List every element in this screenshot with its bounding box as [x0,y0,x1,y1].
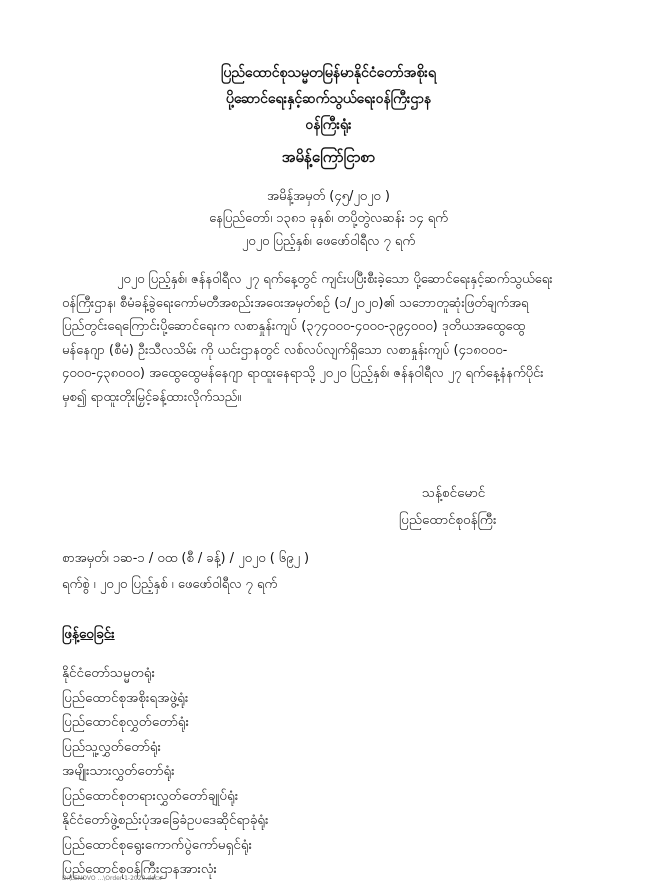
body-line: ဝန်ကြီးဌာန၊ စီမံခန့်ခွဲရေးကော်မတီအစည်းအဝေးအမှတ်စဉ် (၁/၂၀၂၀)၏ သဘောတူဆုံးဖြတ်ချက်အရ [62,295,529,311]
body-line: မှစ၍ ရာထူးတိုးမြှင့်ခန့်ထားလိုက်သည်။ [62,389,242,405]
order-body [62,268,610,409]
signatory-name: သန့်စင်မောင် [422,485,486,501]
order-number: အမိန့်အမှတ် (၄၅/၂၀၂၀ ) [267,189,390,204]
signatory-position: ပြည်ထောင်စုဝန်ကြီး [399,512,497,528]
body-line: ပြည်တွင်းရေကြောင်းပို့ဆောင်ရေးက လစာနှုန်းကျပ် (၃၇၄၀၀၀-၄၀၀၀-၃၉၄၀၀၀) ဒုတိယအထွေထွေ [62,319,526,334]
distribution-list [62,661,269,882]
body-line: ၂၀၂၀ ပြည့်နှစ်၊ ဇန်နဝါရီလ ၂၇ ရက်နေ့တွင် ကျင်းပပြီးစီးခဲ့သော ပို့ဆောင်ရေးနှင့်ဆက်သွယ်ရေး [117,272,553,287]
order-gregorian-date: ၂၀၂၀ ပြည့်နှစ်၊ ဖေဖော်ဝါရီလ ၇ ရက် [241,234,416,249]
file-path-footer: D:\LENOVO ...\Order-1-2020.docx [62,875,162,882]
list-item: ပြည်ထောင်စုရွေးကောက်ပွဲကော်မရှင်ရုံး [62,836,253,853]
document-title: အမိန့်ကြော်ငြာစာ [281,148,376,166]
header-ministry: ပို့ဆောင်ရေးနှင့်ဆက်သွယ်ရေးဝန်ကြီးဌာန [225,91,432,107]
list-item: ပြည်ထောင်စုဝန်ကြီးဌာနအားလုံး [62,861,217,877]
body-line: ၄၀၀၀-၄၃၈၀၀၀) အထွေထွေမန်နေဂျာ ရာထူးနေရာသို့ ၂၀၂၀ ပြည့်နှစ်၊ ဇန်နဝါရီလ ၂၇ ရက်နေ့နံနက်ပိုင်း [62,366,544,381]
distribution-heading: ဖြန့်ဝေခြင်း [62,626,115,642]
list-item: ပြည်သူ့လွှတ်တော်ရုံး [62,738,162,755]
body-line: မန်နေဂျာ (စီမံ) ဦးသီလသိမ်း ကို ယင်းဌာနတွင် လစ်လပ်လျက်ရှိသော လစာနှုန်းကျပ် (၄၁၈၀၀၀- [62,342,508,358]
list-item: ပြည်ထောင်စုလွှတ်တော်ရုံး [62,714,190,730]
header-office: ဝန်ကြီးရုံး [305,117,352,133]
list-item: အမျိုးသားလွှတ်တော်ရုံး [62,763,175,779]
list-item: ပြည်ထောင်စုတရားလွှတ်တော်ချုပ်ရုံး [62,787,239,804]
letter-number: စာအမှတ်၊ ၁ဆ-၁ / ဝထ (စီ / ခန့်) / ၂၀၂၀ ( ၆၉၂ ) [62,551,310,566]
list-item: နိုင်ငံတော်သမ္မတရုံး [62,665,156,681]
letter-date: ရက်စွဲ ၊ ၂၀၂၀ ပြည့်နှစ် ၊ ဖေဖော်ဝါရီလ ၇ ရက် [62,577,278,592]
list-item: ပြည်ထောင်စုအစိုးရအဖွဲ့ရုံး [62,689,189,706]
list-item: နိုင်ငံတော်ဖွဲ့စည်းပုံအခြေခံဥပဒေဆိုင်ရာခုံရုံး [62,812,269,828]
order-place-date: နေပြည်တော်၊ ၁၃၈၁ ခုနှစ်၊ တပို့တွဲလဆန်း ၁၄ ရက် [209,211,448,226]
header-government: ပြည်ထောင်စုသမ္မတမြန်မာနိုင်ငံတော်အစိုးရ [221,65,436,81]
